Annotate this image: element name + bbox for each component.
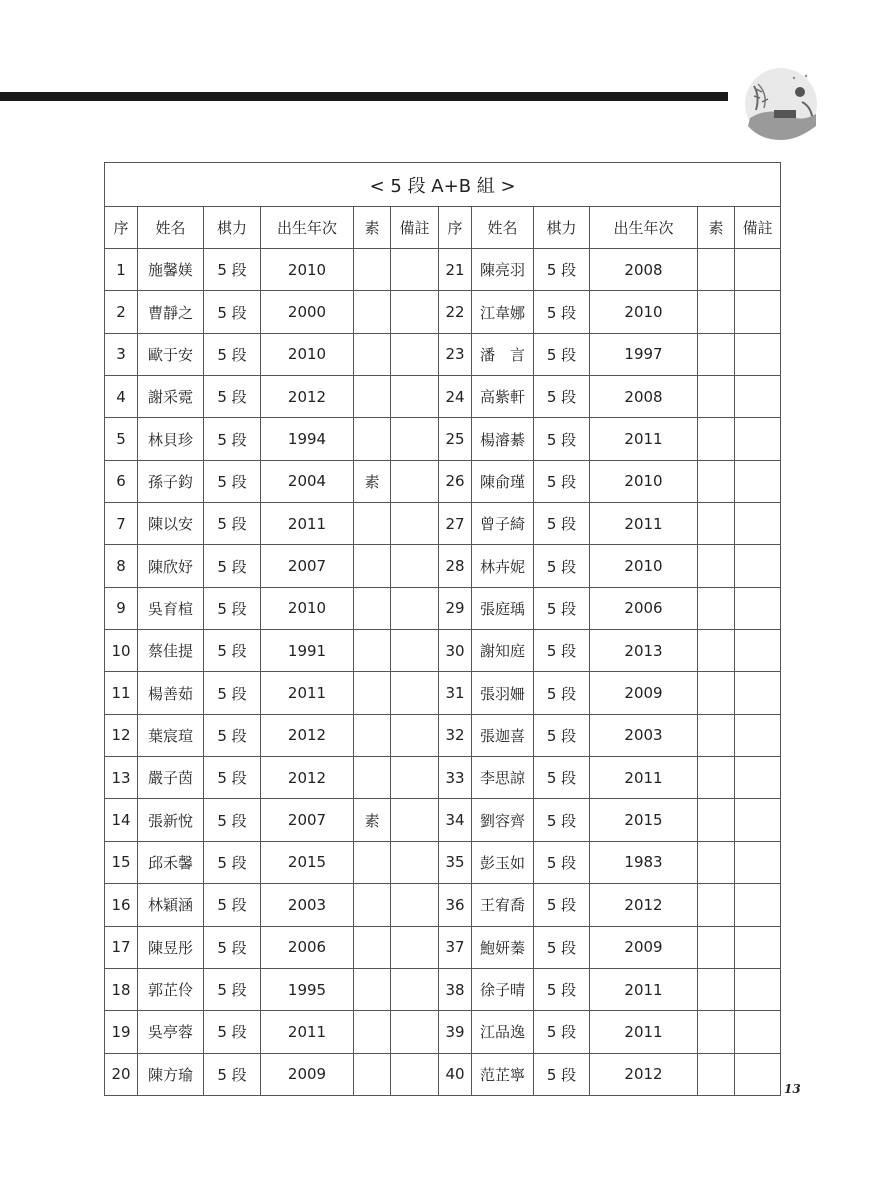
- remarks-cell: [391, 757, 439, 799]
- rank-cell: 5 段: [534, 503, 590, 545]
- header-seq-left: 序: [105, 207, 138, 249]
- page-number: 13: [784, 1082, 801, 1096]
- header-birth-year-right: 出生年次: [590, 207, 698, 249]
- name-cell: 施馨媄: [138, 249, 204, 291]
- header-seq-right: 序: [439, 207, 472, 249]
- remarks-cell: [735, 333, 781, 375]
- rank-cell: 5 段: [204, 672, 261, 714]
- amateur-cell: [698, 714, 735, 756]
- amateur-cell: [698, 291, 735, 333]
- header-rank-right: 棋力: [534, 207, 590, 249]
- birth-year-cell: 2006: [590, 587, 698, 629]
- remarks-cell: [391, 884, 439, 926]
- name-cell: 葉宸瑄: [138, 714, 204, 756]
- amateur-cell: [354, 884, 391, 926]
- table-row: [105, 545, 781, 587]
- seq-cell: 35: [439, 841, 472, 883]
- name-cell: 林貝珍: [138, 418, 204, 460]
- remarks-cell: [391, 968, 439, 1010]
- remarks-cell: [735, 841, 781, 883]
- amateur-cell: [698, 1011, 735, 1053]
- amateur-cell: [698, 672, 735, 714]
- seq-cell: 5: [105, 418, 138, 460]
- seq-cell: 40: [439, 1053, 472, 1095]
- amateur-cell: [698, 841, 735, 883]
- birth-year-cell: 2007: [261, 545, 354, 587]
- birth-year-cell: 2012: [261, 757, 354, 799]
- table-row: [105, 884, 781, 926]
- remarks-cell: [391, 333, 439, 375]
- birth-year-cell: 2009: [590, 926, 698, 968]
- table-row: [105, 1053, 781, 1095]
- amateur-cell: [354, 1053, 391, 1095]
- name-cell: 江韋娜: [472, 291, 534, 333]
- seq-cell: 23: [439, 333, 472, 375]
- remarks-cell: [735, 376, 781, 418]
- name-cell: 郭芷伶: [138, 968, 204, 1010]
- header-rank-left: 棋力: [204, 207, 261, 249]
- birth-year-cell: 2011: [590, 757, 698, 799]
- amateur-cell: [354, 333, 391, 375]
- rank-cell: 5 段: [204, 587, 261, 629]
- remarks-cell: [735, 1053, 781, 1095]
- remarks-cell: [735, 460, 781, 502]
- birth-year-cell: 2010: [590, 460, 698, 502]
- table-row: [105, 757, 781, 799]
- seq-cell: 22: [439, 291, 472, 333]
- seq-cell: 34: [439, 799, 472, 841]
- amateur-cell: [698, 249, 735, 291]
- remarks-cell: [391, 418, 439, 460]
- name-cell: 陳以安: [138, 503, 204, 545]
- amateur-cell: 素: [354, 799, 391, 841]
- name-cell: 嚴子茵: [138, 757, 204, 799]
- seq-cell: 12: [105, 714, 138, 756]
- table-row: [105, 333, 781, 375]
- birth-year-cell: 1994: [261, 418, 354, 460]
- amateur-cell: [698, 1053, 735, 1095]
- name-cell: 歐于安: [138, 333, 204, 375]
- rank-cell: 5 段: [204, 460, 261, 502]
- rank-cell: 5 段: [534, 249, 590, 291]
- seq-cell: 2: [105, 291, 138, 333]
- rank-cell: 5 段: [534, 587, 590, 629]
- amateur-cell: [354, 757, 391, 799]
- amateur-cell: [698, 630, 735, 672]
- header-birth-year-left: 出生年次: [261, 207, 354, 249]
- name-cell: 劉容齊: [472, 799, 534, 841]
- amateur-cell: [698, 757, 735, 799]
- birth-year-cell: 2011: [590, 503, 698, 545]
- rank-cell: 5 段: [204, 799, 261, 841]
- seq-cell: 4: [105, 376, 138, 418]
- amateur-cell: [698, 587, 735, 629]
- birth-year-cell: 2012: [590, 884, 698, 926]
- rank-cell: 5 段: [534, 418, 590, 460]
- rank-cell: 5 段: [204, 503, 261, 545]
- seq-cell: 11: [105, 672, 138, 714]
- rank-cell: 5 段: [534, 630, 590, 672]
- seq-cell: 17: [105, 926, 138, 968]
- birth-year-cell: 2003: [590, 714, 698, 756]
- column-headers: [105, 207, 781, 249]
- remarks-cell: [391, 799, 439, 841]
- name-cell: 陳昱彤: [138, 926, 204, 968]
- roster-table: [104, 162, 781, 1096]
- name-cell: 張庭瑀: [472, 587, 534, 629]
- seq-cell: 21: [439, 249, 472, 291]
- amateur-cell: [698, 460, 735, 502]
- amateur-cell: [354, 376, 391, 418]
- birth-year-cell: 2003: [261, 884, 354, 926]
- table-row: [105, 672, 781, 714]
- rank-cell: 5 段: [204, 714, 261, 756]
- remarks-cell: [391, 545, 439, 587]
- birth-year-cell: 2009: [590, 672, 698, 714]
- remarks-cell: [735, 884, 781, 926]
- roster-body: [105, 249, 781, 1096]
- amateur-cell: [698, 418, 735, 460]
- amateur-cell: [354, 587, 391, 629]
- remarks-cell: [391, 376, 439, 418]
- rank-cell: 5 段: [534, 1011, 590, 1053]
- amateur-cell: [698, 926, 735, 968]
- amateur-cell: [698, 799, 735, 841]
- rank-cell: 5 段: [534, 545, 590, 587]
- seq-cell: 30: [439, 630, 472, 672]
- table-row: [105, 503, 781, 545]
- remarks-cell: [735, 672, 781, 714]
- remarks-cell: [735, 714, 781, 756]
- rank-cell: 5 段: [204, 841, 261, 883]
- remarks-cell: [735, 249, 781, 291]
- seq-cell: 3: [105, 333, 138, 375]
- remarks-cell: [735, 757, 781, 799]
- birth-year-cell: 2008: [590, 376, 698, 418]
- rank-cell: 5 段: [534, 1053, 590, 1095]
- seq-cell: 29: [439, 587, 472, 629]
- header-remarks-left: 備註: [391, 207, 439, 249]
- birth-year-cell: 2013: [590, 630, 698, 672]
- remarks-cell: [735, 418, 781, 460]
- amateur-cell: [698, 545, 735, 587]
- table-row: [105, 714, 781, 756]
- rank-cell: 5 段: [534, 841, 590, 883]
- seq-cell: 9: [105, 587, 138, 629]
- seq-cell: 13: [105, 757, 138, 799]
- table-row: [105, 291, 781, 333]
- header-rule: [0, 92, 728, 101]
- birth-year-cell: 2011: [261, 672, 354, 714]
- seq-cell: 8: [105, 545, 138, 587]
- birth-year-cell: 2011: [590, 1011, 698, 1053]
- name-cell: 謝采霓: [138, 376, 204, 418]
- name-cell: 楊濬綦: [472, 418, 534, 460]
- amateur-cell: [354, 968, 391, 1010]
- rank-cell: 5 段: [204, 249, 261, 291]
- name-cell: 林穎涵: [138, 884, 204, 926]
- seq-cell: 16: [105, 884, 138, 926]
- remarks-cell: [391, 1053, 439, 1095]
- seq-cell: 20: [105, 1053, 138, 1095]
- amateur-cell: [698, 503, 735, 545]
- remarks-cell: [735, 503, 781, 545]
- name-cell: 張羽姍: [472, 672, 534, 714]
- table-row: [105, 587, 781, 629]
- name-cell: 張迦喜: [472, 714, 534, 756]
- amateur-cell: [354, 418, 391, 460]
- rank-cell: 5 段: [204, 376, 261, 418]
- remarks-cell: [391, 249, 439, 291]
- rank-cell: 5 段: [534, 884, 590, 926]
- seq-cell: 33: [439, 757, 472, 799]
- birth-year-cell: 1997: [590, 333, 698, 375]
- header-name-right: 姓名: [472, 207, 534, 249]
- seq-cell: 26: [439, 460, 472, 502]
- rank-cell: 5 段: [534, 291, 590, 333]
- birth-year-cell: 2010: [261, 333, 354, 375]
- birth-year-cell: 2011: [590, 418, 698, 460]
- table-row: [105, 630, 781, 672]
- remarks-cell: [391, 630, 439, 672]
- table-row: [105, 968, 781, 1010]
- rank-cell: 5 段: [534, 672, 590, 714]
- seq-cell: 31: [439, 672, 472, 714]
- amateur-cell: [354, 545, 391, 587]
- table-row: [105, 1011, 781, 1053]
- name-cell: 孫子鈞: [138, 460, 204, 502]
- rank-cell: 5 段: [204, 545, 261, 587]
- seq-cell: 24: [439, 376, 472, 418]
- birth-year-cell: 1991: [261, 630, 354, 672]
- name-cell: 蔡佳提: [138, 630, 204, 672]
- amateur-cell: [354, 630, 391, 672]
- birth-year-cell: 2015: [261, 841, 354, 883]
- birth-year-cell: 1995: [261, 968, 354, 1010]
- name-cell: 謝知庭: [472, 630, 534, 672]
- birth-year-cell: 2009: [261, 1053, 354, 1095]
- name-cell: 陳亮羽: [472, 249, 534, 291]
- rank-cell: 5 段: [534, 460, 590, 502]
- name-cell: 范芷寧: [472, 1053, 534, 1095]
- table-row: [105, 841, 781, 883]
- name-cell: 徐子晴: [472, 968, 534, 1010]
- remarks-cell: [735, 587, 781, 629]
- name-cell: 張新悅: [138, 799, 204, 841]
- rank-cell: 5 段: [204, 333, 261, 375]
- amateur-cell: [354, 503, 391, 545]
- seq-cell: 25: [439, 418, 472, 460]
- name-cell: 陳欣妤: [138, 545, 204, 587]
- remarks-cell: [391, 460, 439, 502]
- name-cell: 王宥喬: [472, 884, 534, 926]
- remarks-cell: [391, 1011, 439, 1053]
- seq-cell: 39: [439, 1011, 472, 1053]
- amateur-cell: [354, 672, 391, 714]
- seq-cell: 1: [105, 249, 138, 291]
- birth-year-cell: 2010: [590, 291, 698, 333]
- seq-cell: 36: [439, 884, 472, 926]
- remarks-cell: [735, 1011, 781, 1053]
- header-amateur-right: 素: [698, 207, 735, 249]
- seq-cell: 37: [439, 926, 472, 968]
- name-cell: 楊善茹: [138, 672, 204, 714]
- remarks-cell: [391, 587, 439, 629]
- header-remarks-right: 備註: [735, 207, 781, 249]
- amateur-cell: [698, 376, 735, 418]
- rank-cell: 5 段: [204, 630, 261, 672]
- remarks-cell: [391, 926, 439, 968]
- birth-year-cell: 2012: [590, 1053, 698, 1095]
- rank-cell: 5 段: [204, 1053, 261, 1095]
- seq-cell: 38: [439, 968, 472, 1010]
- birth-year-cell: 2000: [261, 291, 354, 333]
- birth-year-cell: 2008: [590, 249, 698, 291]
- name-cell: 潘 言: [472, 333, 534, 375]
- remarks-cell: [391, 291, 439, 333]
- amateur-cell: [354, 249, 391, 291]
- birth-year-cell: 2004: [261, 460, 354, 502]
- name-cell: 吳亭蓉: [138, 1011, 204, 1053]
- birth-year-cell: 2010: [590, 545, 698, 587]
- rank-cell: 5 段: [534, 799, 590, 841]
- table-row: [105, 799, 781, 841]
- rank-cell: 5 段: [204, 968, 261, 1010]
- seq-cell: 27: [439, 503, 472, 545]
- rank-cell: 5 段: [534, 333, 590, 375]
- name-cell: 彭玉如: [472, 841, 534, 883]
- remarks-cell: [391, 503, 439, 545]
- name-cell: 陳俞瑾: [472, 460, 534, 502]
- table-row: [105, 418, 781, 460]
- birth-year-cell: 1983: [590, 841, 698, 883]
- birth-year-cell: 2012: [261, 376, 354, 418]
- seq-cell: 28: [439, 545, 472, 587]
- seq-cell: 7: [105, 503, 138, 545]
- amateur-cell: [698, 968, 735, 1010]
- birth-year-cell: 2006: [261, 926, 354, 968]
- name-cell: 吳育楦: [138, 587, 204, 629]
- remarks-cell: [391, 841, 439, 883]
- name-cell: 江品逸: [472, 1011, 534, 1053]
- rank-cell: 5 段: [204, 757, 261, 799]
- table-row: [105, 926, 781, 968]
- name-cell: 鮑妍蓁: [472, 926, 534, 968]
- remarks-cell: [735, 291, 781, 333]
- table-row: [105, 376, 781, 418]
- birth-year-cell: 2011: [261, 1011, 354, 1053]
- rank-cell: 5 段: [534, 968, 590, 1010]
- seq-cell: 19: [105, 1011, 138, 1053]
- header-name-left: 姓名: [138, 207, 204, 249]
- rank-cell: 5 段: [204, 291, 261, 333]
- amateur-cell: [698, 333, 735, 375]
- name-cell: 高紫軒: [472, 376, 534, 418]
- amateur-cell: [354, 926, 391, 968]
- name-cell: 陳方瑜: [138, 1053, 204, 1095]
- birth-year-cell: 2012: [261, 714, 354, 756]
- amateur-cell: [354, 841, 391, 883]
- birth-year-cell: 2007: [261, 799, 354, 841]
- name-cell: 林卉妮: [472, 545, 534, 587]
- seq-cell: 10: [105, 630, 138, 672]
- table-title: < 5 段 A+B 組 >: [105, 163, 781, 207]
- seq-cell: 32: [439, 714, 472, 756]
- seq-cell: 15: [105, 841, 138, 883]
- go-game-emblem-icon: [740, 66, 822, 142]
- name-cell: 曹靜之: [138, 291, 204, 333]
- rank-cell: 5 段: [204, 1011, 261, 1053]
- header-amateur-left: 素: [354, 207, 391, 249]
- table-row: [105, 249, 781, 291]
- amateur-cell: [354, 291, 391, 333]
- rank-cell: 5 段: [534, 376, 590, 418]
- name-cell: 曾子綺: [472, 503, 534, 545]
- seq-cell: 18: [105, 968, 138, 1010]
- rank-cell: 5 段: [534, 926, 590, 968]
- remarks-cell: [735, 926, 781, 968]
- remarks-cell: [391, 714, 439, 756]
- seq-cell: 14: [105, 799, 138, 841]
- remarks-cell: [735, 545, 781, 587]
- birth-year-cell: 2011: [590, 968, 698, 1010]
- rank-cell: 5 段: [204, 418, 261, 460]
- amateur-cell: 素: [354, 460, 391, 502]
- table-row: [105, 460, 781, 502]
- birth-year-cell: 2010: [261, 249, 354, 291]
- name-cell: 邱禾馨: [138, 841, 204, 883]
- seq-cell: 6: [105, 460, 138, 502]
- remarks-cell: [391, 672, 439, 714]
- birth-year-cell: 2011: [261, 503, 354, 545]
- remarks-cell: [735, 799, 781, 841]
- rank-cell: 5 段: [204, 884, 261, 926]
- birth-year-cell: 2010: [261, 587, 354, 629]
- rank-cell: 5 段: [204, 926, 261, 968]
- birth-year-cell: 2015: [590, 799, 698, 841]
- amateur-cell: [354, 714, 391, 756]
- name-cell: 李思諒: [472, 757, 534, 799]
- rank-cell: 5 段: [534, 757, 590, 799]
- remarks-cell: [735, 968, 781, 1010]
- rank-cell: 5 段: [534, 714, 590, 756]
- remarks-cell: [735, 630, 781, 672]
- amateur-cell: [354, 1011, 391, 1053]
- amateur-cell: [698, 884, 735, 926]
